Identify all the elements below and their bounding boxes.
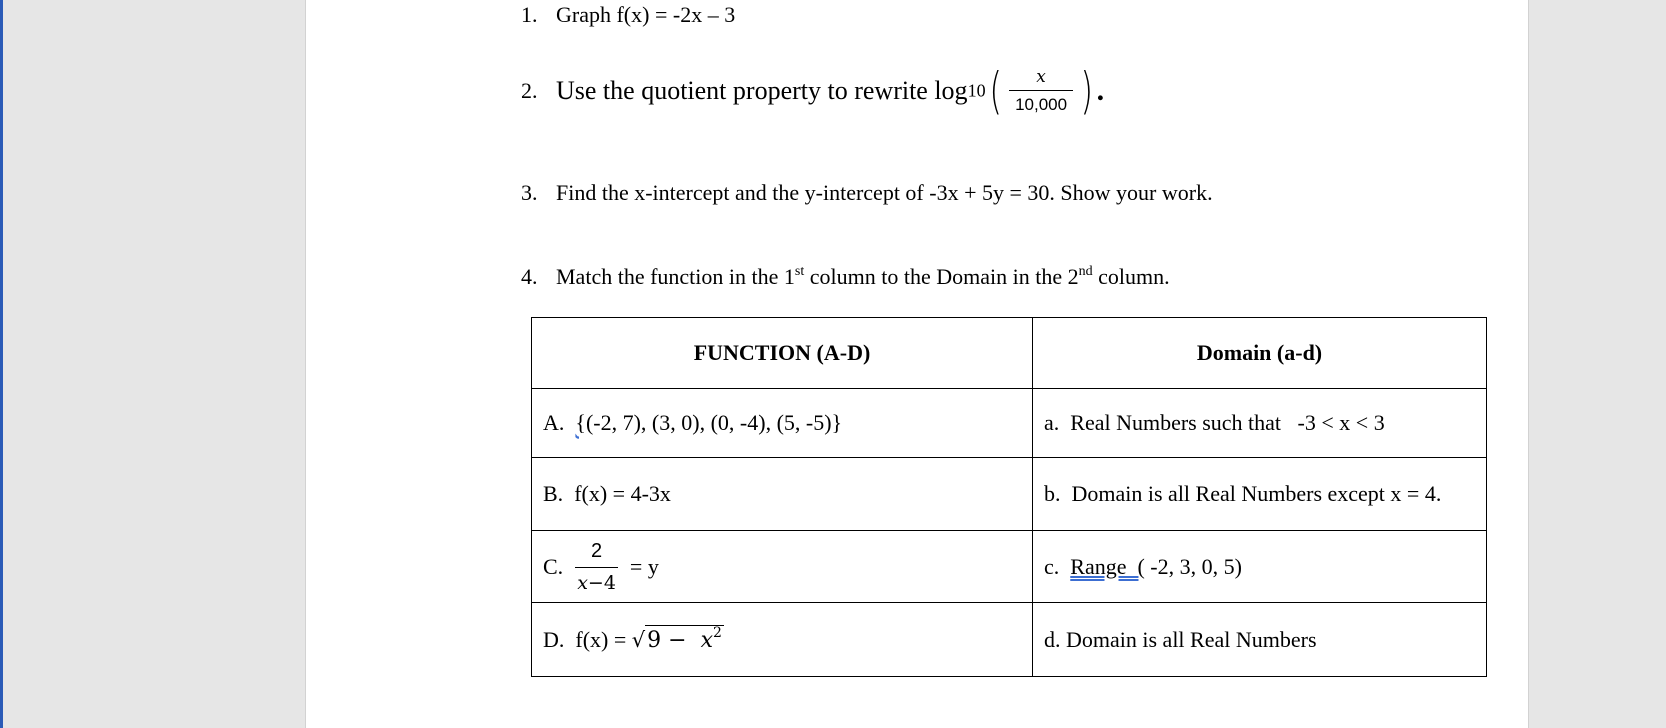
domain-text: -2, 3, 0, 5)	[1144, 553, 1242, 579]
function-cell	[532, 531, 1033, 603]
question-4	[521, 264, 1170, 290]
question-2	[521, 62, 1105, 120]
domain-cell	[1033, 458, 1487, 531]
exponent: 2	[713, 624, 722, 641]
domain-text: Real Numbers such that -3 < x < 3	[1070, 410, 1385, 435]
domain-cell	[1033, 389, 1487, 458]
row-label: D.	[543, 626, 565, 652]
fraction-numerator: x	[1036, 67, 1046, 87]
variable-x: x	[700, 627, 714, 653]
fraction-numerator: 2	[590, 539, 603, 562]
row-label: b.	[1044, 481, 1061, 506]
radicand	[645, 625, 724, 653]
function-cell	[532, 458, 1033, 531]
period: .	[1096, 74, 1105, 107]
question-1	[521, 2, 735, 28]
fraction-denominator: 10,000	[1009, 90, 1073, 115]
function-cell	[532, 389, 1033, 458]
question-text-a: Match the function in the 1	[556, 264, 795, 289]
sqrt-symbol: √	[631, 627, 646, 652]
table-row	[532, 458, 1487, 531]
domain-text: Domain is all Real Numbers except x = 4.	[1071, 481, 1442, 506]
domain-text: Domain is all Real Numbers	[1066, 626, 1317, 652]
table-header-row	[532, 318, 1487, 389]
row-label: A.	[543, 410, 565, 435]
range-underlined: Range (	[1070, 553, 1145, 579]
fraction	[575, 540, 618, 594]
row-label: a.	[1044, 410, 1060, 435]
set-brace: {	[575, 410, 586, 435]
table-row	[532, 603, 1487, 677]
table-row	[532, 389, 1487, 458]
question-text: Graph f(x) = -2x – 3	[556, 2, 736, 27]
domain-header: Domain (a-d)	[1033, 318, 1487, 389]
denominator-rest: −4	[587, 571, 616, 594]
function-text: f(x) = 4-3x	[574, 481, 671, 506]
function-text: (-2, 7), (3, 0), (0, -4), (5, -5)}	[585, 410, 843, 435]
row-label: B.	[543, 481, 564, 506]
question-number: 4.	[521, 264, 538, 289]
table-row	[532, 531, 1487, 603]
question-text-c: column.	[1092, 264, 1170, 289]
function-cell	[532, 603, 1033, 677]
fraction	[1009, 67, 1073, 115]
question-number: 3.	[521, 180, 538, 205]
variable-x: x	[577, 571, 588, 594]
question-text: Use the quotient property to rewrite log	[556, 76, 968, 105]
function-header: FUNCTION (A-D)	[532, 318, 1033, 389]
open-paren: (	[988, 62, 1002, 120]
window-left-accent	[0, 0, 3, 728]
row-label: d.	[1044, 626, 1061, 652]
ordinal-suffix: st	[794, 264, 805, 279]
close-paren: )	[1080, 62, 1094, 120]
function-prefix: f(x) =	[575, 626, 632, 652]
row-label: c.	[1044, 553, 1060, 579]
question-text: Find the x-intercept and the y-intercept of -3x + 5y = 30. Show your work.	[556, 180, 1213, 205]
domain-cell	[1033, 531, 1487, 603]
question-number: 2.	[521, 78, 538, 103]
document-page	[305, 0, 1529, 728]
question-number: 1.	[521, 2, 538, 27]
row-label: C.	[543, 553, 564, 579]
fraction-denominator	[575, 567, 618, 594]
ordinal-suffix: nd	[1078, 264, 1093, 279]
question-3	[521, 180, 1213, 206]
log-base: 10	[967, 80, 986, 101]
radicand-text: 9 −	[647, 627, 701, 653]
function-tail: = y	[629, 553, 659, 579]
question-text-b: column to the Domain in the 2	[804, 264, 1079, 289]
matching-table	[531, 317, 1487, 677]
domain-cell	[1033, 603, 1487, 677]
